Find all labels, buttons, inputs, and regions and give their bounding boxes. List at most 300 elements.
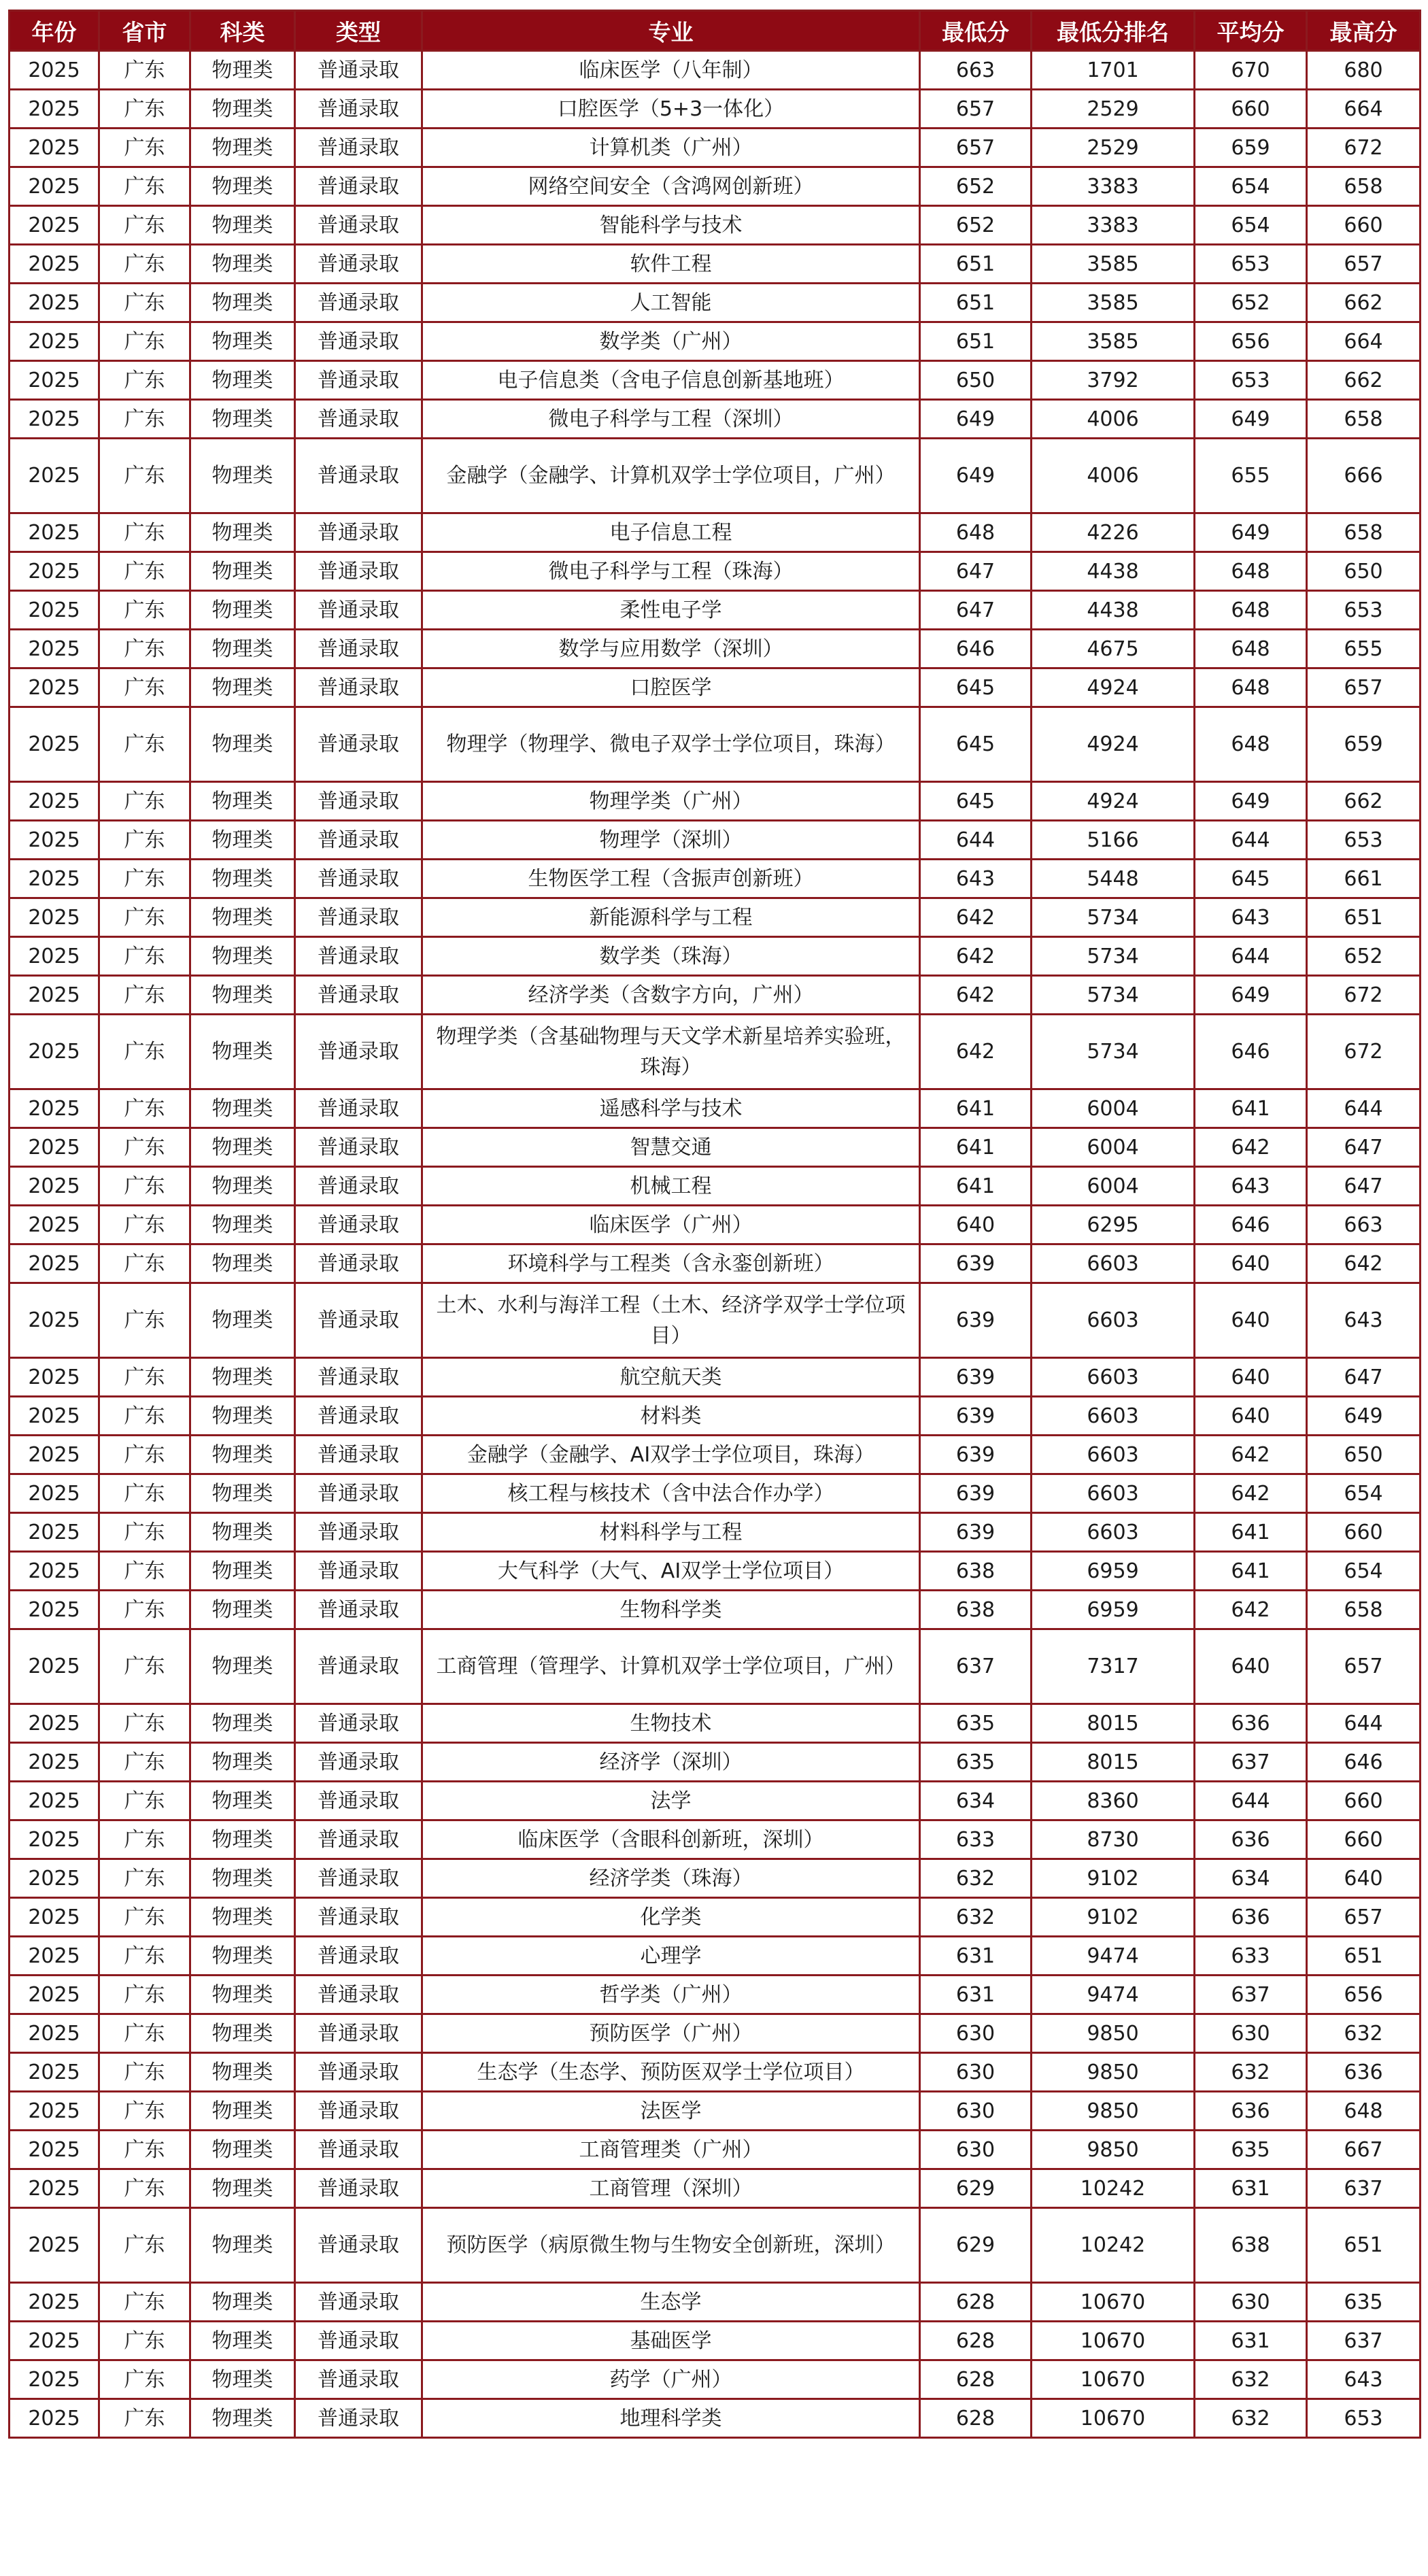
cell-min-score: 639 bbox=[920, 1397, 1032, 1436]
cell-max-score: 672 bbox=[1307, 129, 1421, 167]
cell-min-score: 642 bbox=[920, 898, 1032, 937]
cell-max-score: 662 bbox=[1307, 782, 1421, 821]
cell-min-score-rank: 9850 bbox=[1032, 2092, 1195, 2131]
cell-min-score: 641 bbox=[920, 1128, 1032, 1167]
cell-year: 2025 bbox=[10, 245, 99, 284]
cell-min-score-rank: 10670 bbox=[1032, 2360, 1195, 2399]
cell-year: 2025 bbox=[10, 782, 99, 821]
cell-subject-category: 物理类 bbox=[190, 707, 295, 782]
cell-max-score: 667 bbox=[1307, 2131, 1421, 2169]
cell-subject-category: 物理类 bbox=[190, 206, 295, 245]
cell-year: 2025 bbox=[10, 821, 99, 860]
cell-min-score: 651 bbox=[920, 284, 1032, 322]
cell-admission-type: 普通录取 bbox=[295, 1358, 422, 1397]
cell-subject-category: 物理类 bbox=[190, 937, 295, 976]
cell-admission-type: 普通录取 bbox=[295, 439, 422, 513]
cell-province: 广东 bbox=[99, 1976, 190, 2014]
cell-avg-score: 648 bbox=[1195, 591, 1307, 630]
cell-max-score: 640 bbox=[1307, 1859, 1421, 1898]
cell-major: 基础医学 bbox=[422, 2322, 920, 2360]
table-header bbox=[10, 11, 1421, 51]
cell-min-score: 638 bbox=[920, 1591, 1032, 1629]
cell-year: 2025 bbox=[10, 1859, 99, 1898]
cell-admission-type: 普通录取 bbox=[295, 167, 422, 206]
cell-admission-type: 普通录取 bbox=[295, 1436, 422, 1474]
table-row bbox=[10, 821, 1421, 860]
cell-max-score: 664 bbox=[1307, 322, 1421, 361]
table-row bbox=[10, 1704, 1421, 1743]
table-row bbox=[10, 1167, 1421, 1206]
cell-subject-category: 物理类 bbox=[190, 1937, 295, 1976]
cell-major: 哲学类（广州） bbox=[422, 1976, 920, 2014]
table-row bbox=[10, 206, 1421, 245]
cell-province: 广东 bbox=[99, 1128, 190, 1167]
cell-max-score: 648 bbox=[1307, 2092, 1421, 2131]
cell-subject-category: 物理类 bbox=[190, 1743, 295, 1782]
cell-min-score: 639 bbox=[920, 1358, 1032, 1397]
table-row bbox=[10, 2092, 1421, 2131]
table-row bbox=[10, 2014, 1421, 2053]
cell-avg-score: 631 bbox=[1195, 2169, 1307, 2208]
cell-max-score: 664 bbox=[1307, 90, 1421, 129]
cell-avg-score: 648 bbox=[1195, 668, 1307, 707]
table-row bbox=[10, 90, 1421, 129]
cell-max-score: 656 bbox=[1307, 1976, 1421, 2014]
cell-admission-type: 普通录取 bbox=[295, 937, 422, 976]
cell-subject-category: 物理类 bbox=[190, 1859, 295, 1898]
cell-province: 广东 bbox=[99, 2169, 190, 2208]
cell-year: 2025 bbox=[10, 167, 99, 206]
table-row bbox=[10, 322, 1421, 361]
cell-min-score: 628 bbox=[920, 2399, 1032, 2438]
cell-min-score-rank: 10670 bbox=[1032, 2322, 1195, 2360]
cell-max-score: 644 bbox=[1307, 1704, 1421, 1743]
cell-min-score-rank: 5734 bbox=[1032, 976, 1195, 1015]
cell-major: 物理学（物理学、微电子双学士学位项目，珠海） bbox=[422, 707, 920, 782]
cell-avg-score: 643 bbox=[1195, 1167, 1307, 1206]
cell-max-score: 659 bbox=[1307, 707, 1421, 782]
cell-year: 2025 bbox=[10, 860, 99, 898]
cell-min-score-rank: 3792 bbox=[1032, 361, 1195, 400]
table-row bbox=[10, 976, 1421, 1015]
cell-max-score: 653 bbox=[1307, 821, 1421, 860]
header-max-score: 最高分 bbox=[1307, 11, 1421, 51]
cell-avg-score: 649 bbox=[1195, 400, 1307, 439]
cell-min-score: 639 bbox=[920, 1474, 1032, 1513]
table-row bbox=[10, 668, 1421, 707]
table-row bbox=[10, 1128, 1421, 1167]
cell-avg-score: 632 bbox=[1195, 2053, 1307, 2092]
cell-year: 2025 bbox=[10, 2092, 99, 2131]
cell-avg-score: 646 bbox=[1195, 1015, 1307, 1089]
table-row bbox=[10, 860, 1421, 898]
cell-subject-category: 物理类 bbox=[190, 898, 295, 937]
cell-min-score: 638 bbox=[920, 1552, 1032, 1591]
cell-subject-category: 物理类 bbox=[190, 552, 295, 591]
cell-year: 2025 bbox=[10, 937, 99, 976]
table-row bbox=[10, 1436, 1421, 1474]
cell-province: 广东 bbox=[99, 1937, 190, 1976]
cell-avg-score: 640 bbox=[1195, 1244, 1307, 1283]
cell-admission-type: 普通录取 bbox=[295, 2399, 422, 2438]
table-row bbox=[10, 591, 1421, 630]
table-row bbox=[10, 1629, 1421, 1704]
table-row bbox=[10, 2360, 1421, 2399]
cell-year: 2025 bbox=[10, 630, 99, 668]
table-row bbox=[10, 2208, 1421, 2283]
cell-avg-score: 630 bbox=[1195, 2014, 1307, 2053]
cell-major: 工商管理类（广州） bbox=[422, 2131, 920, 2169]
cell-avg-score: 654 bbox=[1195, 167, 1307, 206]
table-row bbox=[10, 2399, 1421, 2438]
cell-admission-type: 普通录取 bbox=[295, 2053, 422, 2092]
table-row bbox=[10, 2053, 1421, 2092]
cell-min-score-rank: 6603 bbox=[1032, 1397, 1195, 1436]
cell-avg-score: 641 bbox=[1195, 1513, 1307, 1552]
cell-admission-type: 普通录取 bbox=[295, 668, 422, 707]
cell-min-score-rank: 4924 bbox=[1032, 782, 1195, 821]
cell-avg-score: 631 bbox=[1195, 2322, 1307, 2360]
cell-admission-type: 普通录取 bbox=[295, 1167, 422, 1206]
admission-scores-table bbox=[8, 10, 1421, 2439]
cell-min-score: 639 bbox=[920, 1244, 1032, 1283]
cell-subject-category: 物理类 bbox=[190, 439, 295, 513]
cell-province: 广东 bbox=[99, 1358, 190, 1397]
table-body bbox=[10, 51, 1421, 2438]
cell-min-score: 629 bbox=[920, 2169, 1032, 2208]
cell-max-score: 654 bbox=[1307, 1552, 1421, 1591]
cell-major: 经济学类（含数字方向，广州） bbox=[422, 976, 920, 1015]
cell-admission-type: 普通录取 bbox=[295, 1820, 422, 1859]
cell-province: 广东 bbox=[99, 2360, 190, 2399]
cell-admission-type: 普通录取 bbox=[295, 513, 422, 552]
cell-min-score-rank: 6603 bbox=[1032, 1283, 1195, 1358]
table-row bbox=[10, 707, 1421, 782]
cell-admission-type: 普通录取 bbox=[295, 1898, 422, 1937]
cell-subject-category: 物理类 bbox=[190, 2014, 295, 2053]
cell-major: 数学类（广州） bbox=[422, 322, 920, 361]
cell-admission-type: 普通录取 bbox=[295, 284, 422, 322]
cell-min-score-rank: 4438 bbox=[1032, 552, 1195, 591]
cell-province: 广东 bbox=[99, 937, 190, 976]
cell-province: 广东 bbox=[99, 976, 190, 1015]
table-row bbox=[10, 898, 1421, 937]
table-row bbox=[10, 1898, 1421, 1937]
cell-min-score: 649 bbox=[920, 439, 1032, 513]
cell-province: 广东 bbox=[99, 1167, 190, 1206]
cell-year: 2025 bbox=[10, 668, 99, 707]
cell-max-score: 657 bbox=[1307, 668, 1421, 707]
cell-min-score: 631 bbox=[920, 1937, 1032, 1976]
cell-min-score-rank: 8015 bbox=[1032, 1743, 1195, 1782]
cell-min-score: 645 bbox=[920, 668, 1032, 707]
cell-avg-score: 637 bbox=[1195, 1743, 1307, 1782]
cell-max-score: 657 bbox=[1307, 1629, 1421, 1704]
table-row bbox=[10, 782, 1421, 821]
cell-subject-category: 物理类 bbox=[190, 2399, 295, 2438]
cell-province: 广东 bbox=[99, 2208, 190, 2283]
cell-major: 微电子科学与工程（深圳） bbox=[422, 400, 920, 439]
cell-avg-score: 641 bbox=[1195, 1552, 1307, 1591]
cell-max-score: 657 bbox=[1307, 1898, 1421, 1937]
cell-admission-type: 普通录取 bbox=[295, 2014, 422, 2053]
cell-major: 机械工程 bbox=[422, 1167, 920, 1206]
cell-admission-type: 普通录取 bbox=[295, 1206, 422, 1244]
cell-min-score-rank: 3585 bbox=[1032, 284, 1195, 322]
cell-admission-type: 普通录取 bbox=[295, 361, 422, 400]
cell-major: 数学与应用数学（深圳） bbox=[422, 630, 920, 668]
cell-admission-type: 普通录取 bbox=[295, 1552, 422, 1591]
cell-province: 广东 bbox=[99, 2092, 190, 2131]
header-min-score-rank: 最低分排名 bbox=[1032, 11, 1195, 51]
cell-year: 2025 bbox=[10, 51, 99, 90]
table-row bbox=[10, 1397, 1421, 1436]
cell-province: 广东 bbox=[99, 630, 190, 668]
cell-max-score: 660 bbox=[1307, 1782, 1421, 1820]
cell-admission-type: 普通录取 bbox=[295, 898, 422, 937]
cell-province: 广东 bbox=[99, 322, 190, 361]
cell-year: 2025 bbox=[10, 1513, 99, 1552]
cell-major: 金融学（金融学、AI双学士学位项目，珠海） bbox=[422, 1436, 920, 1474]
cell-subject-category: 物理类 bbox=[190, 976, 295, 1015]
cell-admission-type: 普通录取 bbox=[295, 245, 422, 284]
cell-min-score: 642 bbox=[920, 1015, 1032, 1089]
cell-min-score-rank: 10670 bbox=[1032, 2399, 1195, 2438]
table-row bbox=[10, 1552, 1421, 1591]
cell-year: 2025 bbox=[10, 1358, 99, 1397]
cell-max-score: 642 bbox=[1307, 1244, 1421, 1283]
cell-avg-score: 638 bbox=[1195, 2208, 1307, 2283]
cell-min-score-rank: 10242 bbox=[1032, 2208, 1195, 2283]
cell-admission-type: 普通录取 bbox=[295, 821, 422, 860]
cell-major: 经济学（深圳） bbox=[422, 1743, 920, 1782]
cell-major: 预防医学（病原微生物与生物安全创新班，深圳） bbox=[422, 2208, 920, 2283]
cell-avg-score: 645 bbox=[1195, 860, 1307, 898]
cell-min-score: 663 bbox=[920, 51, 1032, 90]
cell-subject-category: 物理类 bbox=[190, 1513, 295, 1552]
cell-subject-category: 物理类 bbox=[190, 1820, 295, 1859]
cell-province: 广东 bbox=[99, 2322, 190, 2360]
cell-province: 广东 bbox=[99, 1089, 190, 1128]
cell-min-score: 652 bbox=[920, 206, 1032, 245]
cell-min-score: 648 bbox=[920, 513, 1032, 552]
cell-admission-type: 普通录取 bbox=[295, 1244, 422, 1283]
cell-year: 2025 bbox=[10, 2208, 99, 2283]
cell-avg-score: 642 bbox=[1195, 1591, 1307, 1629]
cell-admission-type: 普通录取 bbox=[295, 1743, 422, 1782]
table-row bbox=[10, 1358, 1421, 1397]
cell-min-score-rank: 9474 bbox=[1032, 1937, 1195, 1976]
cell-min-score: 630 bbox=[920, 2131, 1032, 2169]
table-row bbox=[10, 630, 1421, 668]
cell-subject-category: 物理类 bbox=[190, 400, 295, 439]
cell-major: 物理学类（广州） bbox=[422, 782, 920, 821]
cell-admission-type: 普通录取 bbox=[295, 1937, 422, 1976]
cell-admission-type: 普通录取 bbox=[295, 1474, 422, 1513]
cell-min-score: 651 bbox=[920, 245, 1032, 284]
cell-min-score-rank: 3585 bbox=[1032, 245, 1195, 284]
cell-province: 广东 bbox=[99, 1283, 190, 1358]
cell-province: 广东 bbox=[99, 1898, 190, 1937]
cell-subject-category: 物理类 bbox=[190, 1474, 295, 1513]
cell-province: 广东 bbox=[99, 245, 190, 284]
cell-major: 临床医学（广州） bbox=[422, 1206, 920, 1244]
cell-year: 2025 bbox=[10, 976, 99, 1015]
cell-min-score-rank: 9850 bbox=[1032, 2053, 1195, 2092]
cell-min-score-rank: 6959 bbox=[1032, 1552, 1195, 1591]
cell-avg-score: 655 bbox=[1195, 439, 1307, 513]
cell-province: 广东 bbox=[99, 1782, 190, 1820]
cell-year: 2025 bbox=[10, 2053, 99, 2092]
cell-avg-score: 643 bbox=[1195, 898, 1307, 937]
cell-year: 2025 bbox=[10, 1089, 99, 1128]
cell-province: 广东 bbox=[99, 90, 190, 129]
cell-subject-category: 物理类 bbox=[190, 1898, 295, 1937]
cell-admission-type: 普通录取 bbox=[295, 591, 422, 630]
cell-subject-category: 物理类 bbox=[190, 2092, 295, 2131]
cell-min-score: 642 bbox=[920, 937, 1032, 976]
cell-avg-score: 642 bbox=[1195, 1436, 1307, 1474]
cell-major: 网络空间安全（含鸿网创新班） bbox=[422, 167, 920, 206]
cell-province: 广东 bbox=[99, 206, 190, 245]
cell-subject-category: 物理类 bbox=[190, 1015, 295, 1089]
cell-max-score: 658 bbox=[1307, 167, 1421, 206]
cell-year: 2025 bbox=[10, 1898, 99, 1937]
cell-max-score: 644 bbox=[1307, 1089, 1421, 1128]
cell-province: 广东 bbox=[99, 2283, 190, 2322]
cell-major: 金融学（金融学、计算机双学士学位项目，广州） bbox=[422, 439, 920, 513]
cell-min-score: 634 bbox=[920, 1782, 1032, 1820]
cell-min-score-rank: 6004 bbox=[1032, 1128, 1195, 1167]
cell-province: 广东 bbox=[99, 1474, 190, 1513]
cell-avg-score: 640 bbox=[1195, 1629, 1307, 1704]
cell-min-score-rank: 6603 bbox=[1032, 1358, 1195, 1397]
table-row bbox=[10, 1820, 1421, 1859]
cell-admission-type: 普通录取 bbox=[295, 860, 422, 898]
cell-avg-score: 648 bbox=[1195, 707, 1307, 782]
cell-major: 新能源科学与工程 bbox=[422, 898, 920, 937]
cell-min-score-rank: 4006 bbox=[1032, 400, 1195, 439]
header-province: 省市 bbox=[99, 11, 190, 51]
cell-min-score-rank: 6959 bbox=[1032, 1591, 1195, 1629]
cell-year: 2025 bbox=[10, 1743, 99, 1782]
cell-min-score-rank: 6004 bbox=[1032, 1089, 1195, 1128]
cell-province: 广东 bbox=[99, 1206, 190, 1244]
cell-major: 地理科学类 bbox=[422, 2399, 920, 2438]
cell-max-score: 660 bbox=[1307, 1513, 1421, 1552]
cell-min-score: 657 bbox=[920, 129, 1032, 167]
cell-avg-score: 636 bbox=[1195, 2092, 1307, 2131]
cell-major: 生物医学工程（含振声创新班） bbox=[422, 860, 920, 898]
cell-major: 环境科学与工程类（含永銮创新班） bbox=[422, 1244, 920, 1283]
cell-admission-type: 普通录取 bbox=[295, 2092, 422, 2131]
cell-max-score: 653 bbox=[1307, 591, 1421, 630]
cell-province: 广东 bbox=[99, 1704, 190, 1743]
cell-major: 电子信息工程 bbox=[422, 513, 920, 552]
cell-max-score: 666 bbox=[1307, 439, 1421, 513]
cell-major: 计算机类（广州） bbox=[422, 129, 920, 167]
cell-subject-category: 物理类 bbox=[190, 284, 295, 322]
table-row bbox=[10, 1474, 1421, 1513]
cell-subject-category: 物理类 bbox=[190, 513, 295, 552]
cell-admission-type: 普通录取 bbox=[295, 400, 422, 439]
cell-admission-type: 普通录取 bbox=[295, 1704, 422, 1743]
cell-max-score: 653 bbox=[1307, 2399, 1421, 2438]
cell-max-score: 632 bbox=[1307, 2014, 1421, 2053]
cell-avg-score: 637 bbox=[1195, 1976, 1307, 2014]
cell-major: 物理学（深圳） bbox=[422, 821, 920, 860]
cell-max-score: 635 bbox=[1307, 2283, 1421, 2322]
cell-major: 口腔医学 bbox=[422, 668, 920, 707]
cell-major: 生态学 bbox=[422, 2283, 920, 2322]
cell-max-score: 647 bbox=[1307, 1167, 1421, 1206]
cell-avg-score: 652 bbox=[1195, 284, 1307, 322]
cell-admission-type: 普通录取 bbox=[295, 552, 422, 591]
cell-major: 人工智能 bbox=[422, 284, 920, 322]
cell-min-score-rank: 10242 bbox=[1032, 2169, 1195, 2208]
table-row bbox=[10, 1089, 1421, 1128]
cell-max-score: 660 bbox=[1307, 206, 1421, 245]
cell-min-score: 647 bbox=[920, 591, 1032, 630]
cell-major: 法学 bbox=[422, 1782, 920, 1820]
cell-year: 2025 bbox=[10, 1782, 99, 1820]
cell-min-score: 641 bbox=[920, 1089, 1032, 1128]
cell-avg-score: 648 bbox=[1195, 552, 1307, 591]
cell-year: 2025 bbox=[10, 361, 99, 400]
cell-min-score: 646 bbox=[920, 630, 1032, 668]
cell-subject-category: 物理类 bbox=[190, 1244, 295, 1283]
cell-province: 广东 bbox=[99, 513, 190, 552]
cell-avg-score: 653 bbox=[1195, 245, 1307, 284]
cell-major: 智慧交通 bbox=[422, 1128, 920, 1167]
cell-province: 广东 bbox=[99, 2053, 190, 2092]
cell-subject-category: 物理类 bbox=[190, 1397, 295, 1436]
table-row bbox=[10, 2283, 1421, 2322]
cell-year: 2025 bbox=[10, 1244, 99, 1283]
cell-major: 软件工程 bbox=[422, 245, 920, 284]
cell-max-score: 662 bbox=[1307, 361, 1421, 400]
cell-province: 广东 bbox=[99, 1743, 190, 1782]
cell-major: 工商管理（管理学、计算机双学士学位项目，广州） bbox=[422, 1629, 920, 1704]
cell-min-score: 650 bbox=[920, 361, 1032, 400]
cell-subject-category: 物理类 bbox=[190, 821, 295, 860]
cell-max-score: 637 bbox=[1307, 2322, 1421, 2360]
cell-province: 广东 bbox=[99, 129, 190, 167]
cell-max-score: 657 bbox=[1307, 245, 1421, 284]
cell-year: 2025 bbox=[10, 707, 99, 782]
cell-year: 2025 bbox=[10, 1474, 99, 1513]
cell-province: 广东 bbox=[99, 1015, 190, 1089]
cell-max-score: 647 bbox=[1307, 1128, 1421, 1167]
cell-year: 2025 bbox=[10, 1167, 99, 1206]
header-year: 年份 bbox=[10, 11, 99, 51]
cell-year: 2025 bbox=[10, 591, 99, 630]
cell-admission-type: 普通录取 bbox=[295, 1283, 422, 1358]
cell-min-score-rank: 3383 bbox=[1032, 206, 1195, 245]
table-row bbox=[10, 1015, 1421, 1089]
table-row bbox=[10, 167, 1421, 206]
cell-avg-score: 660 bbox=[1195, 90, 1307, 129]
cell-province: 广东 bbox=[99, 1244, 190, 1283]
cell-avg-score: 649 bbox=[1195, 513, 1307, 552]
header-subject-category: 科类 bbox=[190, 11, 295, 51]
cell-major: 电子信息类（含电子信息创新基地班） bbox=[422, 361, 920, 400]
table-row bbox=[10, 2322, 1421, 2360]
table-row bbox=[10, 937, 1421, 976]
cell-year: 2025 bbox=[10, 2399, 99, 2438]
cell-subject-category: 物理类 bbox=[190, 668, 295, 707]
cell-year: 2025 bbox=[10, 2360, 99, 2399]
